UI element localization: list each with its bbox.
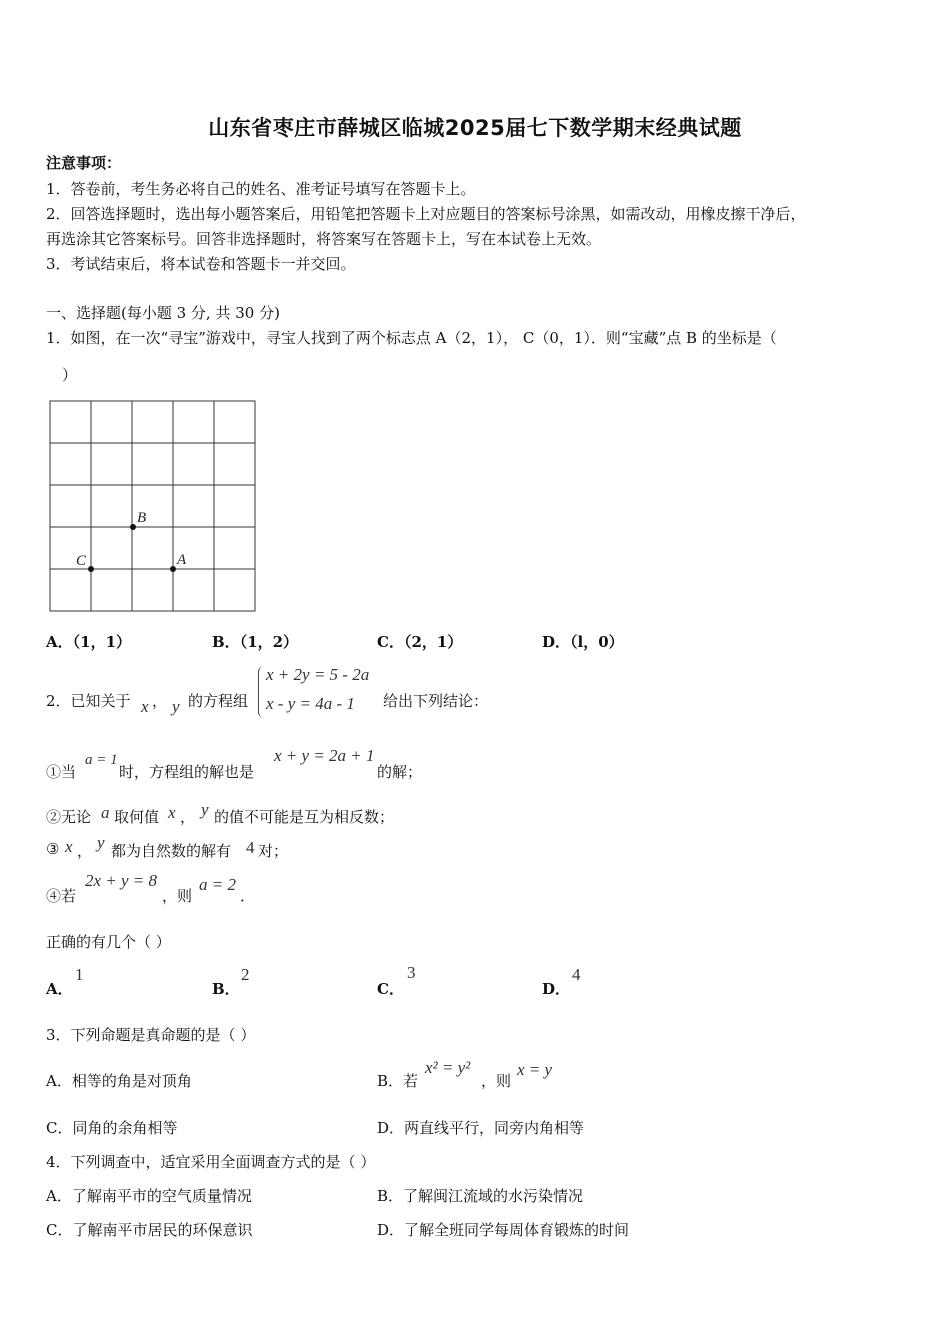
- label-c: C: [76, 553, 87, 569]
- grid-lines: [50, 401, 255, 611]
- option-a-value: 1: [75, 965, 84, 984]
- question-2-suffix: 给出下列结论：: [383, 692, 489, 710]
- notice-item: 1．答卷前，考生务必将自己的姓名、准考证号填写在答题卡上。: [46, 180, 476, 198]
- option-b-mid: ，则: [481, 1072, 512, 1090]
- option-d[interactable]: D．（l，0）: [542, 633, 624, 651]
- question-2-prompt: 正确的有几个（ ）: [46, 933, 171, 951]
- notice-heading: 注意事项：: [46, 154, 122, 172]
- conclusion-1-mid: 时，方程组的解也是: [119, 763, 255, 781]
- question-3-text: 3．下列命题是真命题的是（ ）: [46, 1026, 256, 1044]
- conclusion-2-sep: ，: [180, 808, 196, 826]
- section-heading: 一、选择题(每小题 3 分, 共 30 分): [46, 304, 280, 322]
- treasure-grid-figure: [49, 400, 257, 613]
- var-x: x: [141, 697, 149, 716]
- option-b-value: 2: [241, 965, 250, 984]
- conclusion-3-y: y: [97, 833, 105, 852]
- point-b: [130, 524, 136, 530]
- conclusion-3-end: 对；: [258, 842, 289, 860]
- option-b-result: x = y: [517, 1060, 553, 1079]
- conclusion-1-end: 的解；: [377, 763, 423, 781]
- conclusion-4-mid: ，则: [162, 887, 193, 905]
- option-a[interactable]: A．相等的角是对顶角: [46, 1072, 192, 1090]
- option-b[interactable]: B．了解闽江流域的水污染情况: [377, 1187, 584, 1205]
- conclusion-3-count: 4: [246, 838, 255, 857]
- conclusion-2-mid: 取何值: [114, 808, 160, 826]
- option-d[interactable]: D．: [542, 980, 571, 998]
- equation-2: x - y = 4a - 1: [266, 694, 355, 713]
- conclusion-1-pre: ①当: [46, 763, 77, 781]
- option-b-eq: x² = y²: [425, 1058, 471, 1077]
- conclusion-1-eq: x + y = 2a + 1: [274, 746, 375, 765]
- label-b: B: [137, 510, 147, 526]
- conclusion-2-y: y: [201, 800, 209, 819]
- var-y: y: [172, 697, 180, 716]
- conclusion-1-cond: a = 1: [85, 752, 118, 768]
- conclusion-3-sep: ，: [77, 842, 93, 860]
- conclusion-3-pre: ③: [46, 840, 60, 858]
- option-a[interactable]: A．: [46, 980, 73, 998]
- conclusion-2-end: 的值不可能是互为相反数；: [214, 808, 395, 826]
- option-b-pre[interactable]: B．若: [377, 1072, 419, 1090]
- label-a: A: [177, 552, 187, 568]
- notice-item: 3．考试结束后，将本试卷和答题卡一并交回。: [46, 255, 356, 273]
- conclusion-3-x: x: [65, 837, 73, 856]
- conclusion-2-a: a: [101, 803, 110, 822]
- equation-1: x + 2y = 5 - 2a: [266, 665, 370, 684]
- page-title: 山东省枣庄市薛城区临城2025届七下数学期末经典试题: [208, 116, 742, 140]
- notice-item: 再选涂其它答案标号。回答非选择题时，将答案写在答题卡上，写在本试卷上无效。: [46, 230, 602, 248]
- option-d[interactable]: D．两直线平行，同旁内角相等: [377, 1119, 585, 1137]
- point-c: [88, 566, 94, 572]
- question-1-text: 1．如图，在一次“寻宝”游戏中，寻宝人找到了两个标志点 A（2，1）， C（0，1）．则“宝藏”点 B 的坐标是（: [46, 329, 777, 347]
- option-c[interactable]: C．（2，1）: [377, 633, 463, 651]
- option-b[interactable]: B．（1，2）: [212, 633, 299, 651]
- option-c[interactable]: C．: [377, 980, 404, 998]
- option-c[interactable]: C．了解南平市居民的环保意识: [46, 1221, 253, 1239]
- conclusion-3-mid: 都为自然数的解有: [111, 842, 232, 860]
- conclusion-2-x: x: [168, 803, 176, 822]
- option-c-value: 3: [407, 963, 416, 982]
- conclusion-4-result: a = 2: [199, 875, 236, 894]
- option-c[interactable]: C．同角的余角相等: [46, 1119, 178, 1137]
- option-b[interactable]: B．: [212, 980, 240, 998]
- notice-item: 2．回答选择题时，选出每小题答案后，用铅笔把答题卡上对应题目的答案标号涂黑，如需改动，用橡皮擦干净后，: [46, 205, 806, 223]
- question-1-text-cont: ）: [62, 366, 78, 384]
- option-d[interactable]: D．了解全班同学每周体育锻炼的时间: [377, 1221, 630, 1239]
- option-a[interactable]: A．（1，1）: [46, 633, 132, 651]
- question-2-prefix: 2．已知关于: [46, 692, 131, 710]
- conclusion-4-pre: ④若: [46, 887, 77, 905]
- conclusion-4-end: ．: [240, 887, 256, 905]
- question-4-text: 4．下列调查中，适宜采用全面调查方式的是（ ）: [46, 1153, 376, 1171]
- option-a[interactable]: A．了解南平市的空气质量情况: [46, 1187, 252, 1205]
- separator: ，: [152, 692, 168, 710]
- option-d-value: 4: [572, 965, 581, 984]
- question-2-mid: 的方程组: [188, 692, 249, 710]
- conclusion-4-eq: 2x + y = 8: [85, 871, 158, 890]
- point-a: [170, 566, 176, 572]
- conclusion-2-pre: ②无论: [46, 808, 92, 826]
